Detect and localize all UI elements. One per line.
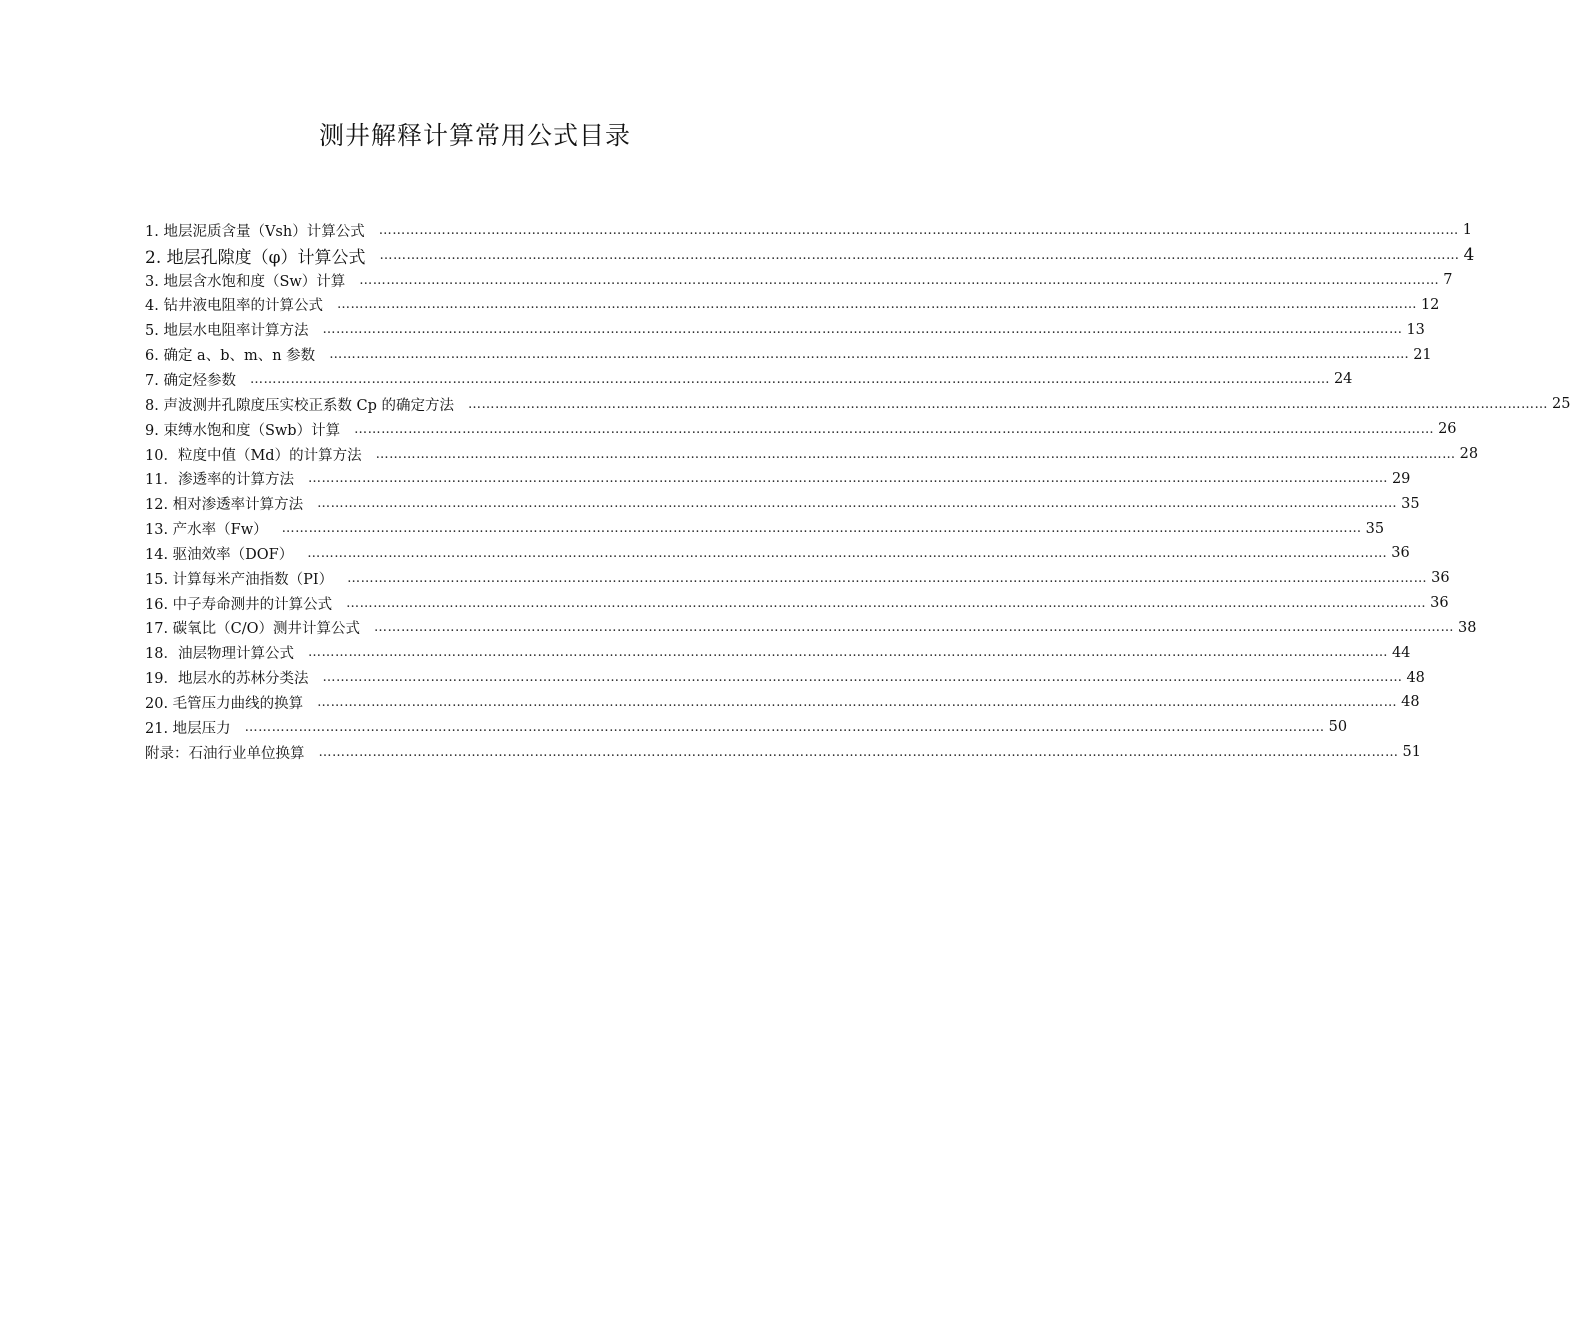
- toc-entry-label: 21. 地层压力: [145, 720, 231, 737]
- toc-entry[interactable]: [145, 243, 1475, 268]
- toc-page-number: 38: [1458, 619, 1477, 636]
- toc-entry[interactable]: [145, 317, 1425, 342]
- toc-entry[interactable]: [145, 342, 1432, 367]
- toc-entry[interactable]: [145, 466, 1411, 491]
- toc-dot-leader: ……………………………………………………………………………………………………………………………………………………………………………………………………………………: [354, 421, 1435, 437]
- toc-entry[interactable]: [145, 640, 1411, 665]
- toc-dot-leader: ……………………………………………………………………………………………………………………………………………………………………………………………………………………: [318, 744, 1399, 760]
- toc-dot-leader: ……………………………………………………………………………………………………………………………………………………………………………………………………………………: [378, 222, 1459, 238]
- toc-entry-label: 5. 地层水电阻率计算方法: [145, 323, 309, 340]
- toc-entry[interactable]: [145, 218, 1472, 243]
- toc-page-number: 44: [1391, 644, 1411, 661]
- toc-page-number: 48: [1406, 669, 1425, 686]
- toc-page-number: 26: [1438, 421, 1457, 438]
- toc-dot-leader: ……………………………………………………………………………………………………………………………………………………………………………………………………………………: [336, 297, 1417, 313]
- toc-entry[interactable]: [145, 516, 1385, 541]
- toc-dot-leader: ……………………………………………………………………………………………………………………………………………………………………………………………………………………: [322, 322, 1403, 338]
- toc-entry-label: 4. 钻井液电阻率的计算公式: [145, 298, 323, 315]
- toc-entry-label: 2. 地层孔隙度（φ）计算公式: [145, 247, 366, 268]
- toc-entry-label: 6. 确定 a、b、m、n 参数: [145, 348, 316, 365]
- toc-dot-leader: ……………………………………………………………………………………………………………………………………………………………………………………………………………………: [347, 570, 1428, 586]
- toc-dot-leader: ……………………………………………………………………………………………………………………………………………………………………………………………………………………: [244, 719, 1325, 735]
- toc-page-number: 7: [1443, 272, 1453, 289]
- table-of-contents: [145, 218, 1571, 765]
- toc-dot-leader: ……………………………………………………………………………………………………………………………………………………………………………………………………………………: [281, 521, 1362, 537]
- toc-dot-leader: ……………………………………………………………………………………………………………………………………………………………………………………………………………………: [329, 347, 1410, 363]
- document-title: 测井解释计算常用公式目录: [318, 121, 631, 150]
- toc-dot-leader: ……………………………………………………………………………………………………………………………………………………………………………………………………………………: [359, 272, 1440, 288]
- toc-entry-label: 20. 毛管压力曲线的换算: [145, 695, 304, 712]
- toc-entry[interactable]: [145, 442, 1479, 467]
- toc-page-number: 48: [1401, 694, 1420, 711]
- toc-entry-label: 8. 声波测井孔隙度压实校正系数 Cp 的确定方法: [145, 397, 455, 414]
- toc-entry[interactable]: [145, 591, 1449, 616]
- toc-entry-label: 19．地层水的苏林分类法: [145, 671, 309, 688]
- toc-dot-leader: ……………………………………………………………………………………………………………………………………………………………………………………………………………………: [307, 645, 1388, 661]
- toc-dot-leader: ……………………………………………………………………………………………………………………………………………………………………………………………………………………: [346, 595, 1427, 611]
- toc-page-number: 4: [1463, 245, 1475, 266]
- toc-entry-label: 12. 相对渗透率计算方法: [145, 497, 304, 514]
- toc-entry-label: 9. 束缚水饱和度（Swb）计算: [145, 422, 341, 439]
- toc-entry[interactable]: [145, 293, 1440, 318]
- toc-entry[interactable]: [145, 665, 1425, 690]
- toc-dot-leader: ……………………………………………………………………………………………………………………………………………………………………………………………………………………: [374, 620, 1455, 636]
- toc-entry[interactable]: [145, 616, 1477, 641]
- toc-page-number: 13: [1406, 321, 1425, 338]
- toc-entry-label: 7. 确定烃参数: [145, 372, 236, 389]
- toc-dot-leader: ……………………………………………………………………………………………………………………………………………………………………………………………………………………: [317, 496, 1398, 512]
- toc-page-number: 51: [1402, 744, 1421, 761]
- toc-page-number: 28: [1459, 446, 1479, 463]
- toc-page-number: 36: [1430, 595, 1449, 612]
- toc-page-number: 29: [1391, 470, 1411, 487]
- toc-dot-leader: ……………………………………………………………………………………………………………………………………………………………………………………………………………………: [379, 247, 1460, 263]
- toc-page-number: 35: [1365, 520, 1385, 537]
- toc-page-number: 36: [1391, 545, 1410, 562]
- toc-entry[interactable]: [145, 715, 1348, 740]
- toc-entry-label: 14. 驱油效率（DOF）: [145, 546, 294, 563]
- toc-dot-leader: ……………………………………………………………………………………………………………………………………………………………………………………………………………………: [307, 471, 1388, 487]
- toc-dot-leader: ……………………………………………………………………………………………………………………………………………………………………………………………………………………: [322, 670, 1403, 686]
- toc-page-number: 1: [1462, 222, 1472, 239]
- toc-dot-leader: ……………………………………………………………………………………………………………………………………………………………………………………………………………………: [307, 545, 1388, 561]
- toc-page-number: 25: [1552, 396, 1571, 413]
- toc-entry-label: 17. 碳氧比（C/O）测井计算公式: [145, 621, 361, 638]
- toc-page-number: 36: [1431, 570, 1450, 587]
- toc-entry-label: 附录：石油行业单位换算: [145, 745, 305, 762]
- toc-entry[interactable]: [145, 367, 1353, 392]
- toc-page-number: 21: [1413, 346, 1432, 363]
- toc-entry-label: 11．渗透率的计算方法: [145, 472, 294, 489]
- toc-entry-label: 16. 中子寿命测井的计算公式: [145, 596, 333, 613]
- toc-page-number: 50: [1328, 719, 1348, 736]
- toc-entry[interactable]: [145, 491, 1420, 516]
- toc-entry-label: 18．油层物理计算公式: [145, 646, 294, 663]
- toc-dot-leader: ……………………………………………………………………………………………………………………………………………………………………………………………………………………: [468, 396, 1549, 412]
- toc-entry-label: 15. 计算每米产油指数（PI）: [145, 571, 334, 588]
- toc-dot-leader: ……………………………………………………………………………………………………………………………………………………………………………………………………………………: [375, 446, 1456, 462]
- toc-entry-label: 13. 产水率（Fw）: [145, 522, 268, 539]
- toc-page-number: 35: [1401, 495, 1420, 512]
- toc-entry-label: 3. 地层含水饱和度（Sw）计算: [145, 273, 346, 290]
- toc-entry-label: 10．粒度中值（Md）的计算方法: [145, 447, 362, 464]
- toc-entry-label: 1. 地层泥质含量（Vsh）计算公式: [145, 223, 365, 240]
- toc-dot-leader: ……………………………………………………………………………………………………………………………………………………………………………………………………………………: [249, 371, 1330, 387]
- toc-entry[interactable]: [145, 268, 1453, 293]
- toc-entry[interactable]: [145, 740, 1421, 765]
- toc-entry[interactable]: [145, 417, 1457, 442]
- toc-dot-leader: ……………………………………………………………………………………………………………………………………………………………………………………………………………………: [317, 694, 1398, 710]
- toc-entry[interactable]: [145, 566, 1450, 591]
- toc-page-number: 24: [1333, 371, 1353, 388]
- toc-page-number: 12: [1420, 296, 1440, 313]
- toc-entry[interactable]: [145, 392, 1571, 417]
- toc-entry[interactable]: [145, 690, 1420, 715]
- toc-entry[interactable]: [145, 541, 1410, 566]
